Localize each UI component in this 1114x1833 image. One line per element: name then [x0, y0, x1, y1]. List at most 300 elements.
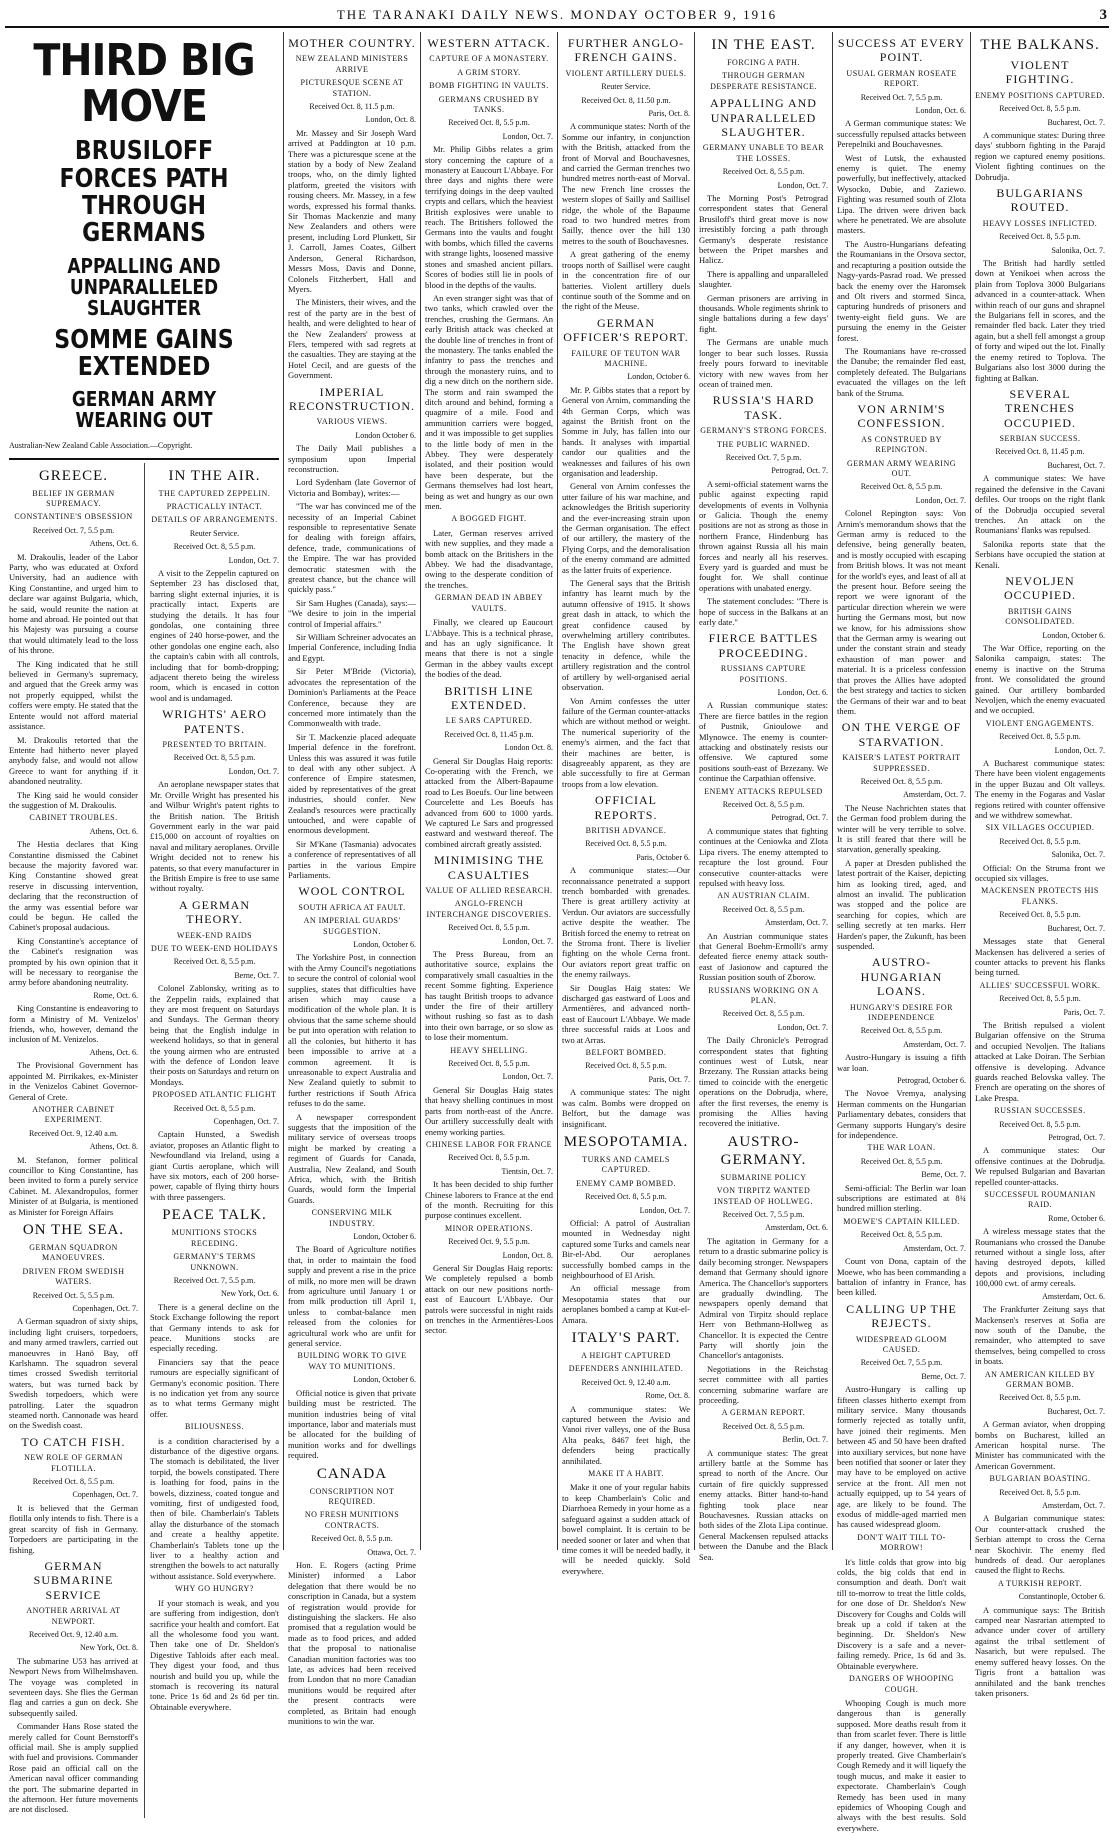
paragraph: The statement concludes: "There is hope of success in the Balkans at an early date."	[699, 596, 828, 628]
paragraph: The Board of Agriculture notifies that, in order to maintain the food supply and prevent a rise in the price of milk, no more men will be drawn from agriculture until January 1 or from milk production till April 1, unless to combat-balance men released from the colonies for agricultural work who are unfit for general service.	[288, 1244, 416, 1349]
paragraph: Sir Sam Hughes (Canada), says:— "We desire to join in the imperial control of Imperial affairs."	[288, 597, 416, 629]
paragraph: German prisoners are arriving in thousands. Whole regiments shrink to single battalions during a few days' fight.	[699, 292, 828, 334]
received-line: Received Oct. 8, 5.5 p.m.	[173, 957, 256, 967]
paragraph: The Morning Post's Petrograd correspondent states that General Brusiloff's third great move is now irresistibly forcing a path through Germany's desperate resistance between the Pripet marshes and Halicz.	[699, 193, 828, 266]
success-sub: THE WAR LOAN.	[867, 1143, 936, 1153]
further-sub: VIOLENT ARTILLERY DUELS.	[565, 68, 687, 78]
balkans-sub: AN AMERICAN KILLED BY GERMAN BOMB.	[984, 1369, 1096, 1389]
further-sub: DEFENDERS ANNIHILATED.	[568, 1364, 684, 1374]
east-sub: THROUGH GERMAN DESPERATE RESISTANCE.	[710, 71, 817, 91]
dateline: Bucharest, Oct. 7.	[1047, 1406, 1105, 1416]
paragraph: Colonel Zablonsky, writing as to the Zeppelin raids, explained that they are most frequent on Saturdays and Sundays. The German theory being that the English indulge in weekend holidays, so that in general the young airmen who are entrusted with the defence of London leave their posts on Saturdays and return on Mondays.	[150, 983, 279, 1087]
paragraph: The Daily Mail publishes a symposium upon Imperial reconstruction.	[288, 443, 416, 474]
paragraph: A German aviator, when dropping bombs on Bucharest, killed an American hospital nurse. The Minister has communicated with the American Government.	[975, 1419, 1105, 1471]
paragraph: The General says that the British infantry has learnt much by the autumn offensive of 1915. It shows great dash in attack, to which the great confidence caused by overwhelming artillery contributes. The English have shown great tenacity in defence, while the artillery registration and the control of artillery by well-organised aerial observation.	[562, 578, 690, 693]
dateline: London, Oct. 8.	[502, 1250, 553, 1260]
cable-credit: Australian-New Zealand Cable Association.—Copyright.	[9, 441, 193, 451]
further-sub: TURKS AND CAMELS CAPTURED.	[582, 1154, 670, 1175]
paragraph: The Ministers, their wives, and the rest of the party are in the best of health, and were delighted to hear of the New Zealanders' prowess at Flers, tempered with sad regrets at the casualties. They are staying at the Hotel Cecil, and are guests of the Government.	[288, 297, 416, 381]
air-sub: A GERMAN THEORY.	[178, 897, 250, 927]
success-sub: VON ARNIM'S CONFESSION.	[857, 401, 946, 431]
paragraph: There is appalling and unparalleled slaughter.	[699, 268, 828, 290]
wool-sub: BUILDING WORK TO GIVE WAY TO MUNITIONS.	[297, 1351, 407, 1371]
paragraph: The Neuse Nachrichten states that the German food problem during the winter will be very terrible to solve. It is still feared that there will be starvation, generally speaking.	[837, 802, 966, 855]
dateline: Athens, Oct. 6.	[89, 539, 138, 549]
success-sub: WIDESPREAD GLOOM CAUSED.	[856, 1334, 947, 1354]
paragraph: Mr. P. Gibbs states that a report by General von Arnim, commanding the 4th German Corps, which was against the British front on the Somme in July, has fallen into our hands. It analyses with impartial candor our qualities and the weaknesses and failures of his own organisation and leadership.	[562, 384, 690, 478]
headline-slaughter: APPALLING AND UNPARALLELED SLAUGHTER	[67, 253, 221, 320]
dateline: London October 6.	[355, 430, 416, 440]
canada-heading: CANADA	[316, 1465, 388, 1482]
column-front	[5, 32, 283, 1815]
dateline: London, Oct. 7.	[777, 180, 828, 190]
paragraph: A communique states: We have regained the defensive in the Cavani defiles. Our troops on the right flank of the Dobrudja occupied several trenches. An attack on the Roumanians' flanks was repulsed.	[975, 473, 1105, 536]
western-sub: MINOR OPERATIONS.	[444, 1223, 534, 1233]
greece-sub: CONSTANTINE'S OBSESSION	[14, 512, 133, 522]
balkans-sub: VIOLENT ENGAGEMENTS.	[985, 718, 1095, 728]
received-line: Received Oct. 8, 5.5 p.m.	[999, 232, 1081, 242]
air-sub: WRIGHTS' AERO PATENTS.	[162, 707, 267, 736]
east-sub: VON TIRPITZ WANTED INSTEAD OF HOLLWEG.	[714, 1186, 813, 1206]
dateline: Petrograd, Oct. 7.	[771, 466, 828, 476]
dateline: Salonika, Oct. 7.	[1051, 245, 1105, 255]
greece-kicker: BELIEF IN GERMAN SUPREMACY.	[32, 488, 115, 508]
received-line: Received Oct. 7, 5.5 p.m.	[173, 1275, 256, 1285]
balkans-sub: ALLIES' SUCCESSFUL WORK.	[979, 980, 1101, 990]
received-line: Received Oct. 8, 5.5 p.m.	[860, 1026, 943, 1036]
received-line: Received Oct. 8, 5.5 p.m.	[722, 167, 805, 177]
dateline: Athens, Oct. 6.	[89, 1047, 138, 1057]
dateline: London, Oct. 7.	[1054, 745, 1105, 755]
dateline: Bucharest, Oct. 7.	[1047, 460, 1105, 470]
dateline: Amsterdam, Oct. 6.	[765, 1223, 828, 1233]
received-line: Received Oct. 8, 5.5 p.m.	[999, 1119, 1081, 1129]
sea-sub: TO CATCH FISH.	[21, 1434, 126, 1449]
received-line: Received Oct. 7, 5.5 p.m.	[722, 1210, 805, 1220]
paragraph: The Germans are unable much longer to bear such losses. Russia freely pours forward to inevitable victory with new waves from her ocean of trained men.	[699, 337, 828, 389]
received-line: Received Oct. 8, 5.5 p.m.	[448, 1059, 530, 1069]
received-line: Received Oct. 8, 5.5 p.m.	[722, 1009, 805, 1019]
paragraph: It is believed that the German flotilla only intends to fish. There is a great scarcity of fish in Germany. Torpedoers are participating in the fishing.	[9, 1502, 138, 1555]
paragraph: A newspaper correspondent suggests that the imposition of the military service of overseas troops might be marked by creating a regiment of Guards for Canada, Australia, New Zealand, and South Africa, which, with the British Guards, would form the Imperial Guards.	[288, 1111, 416, 1205]
western-sub: A BOGGED FIGHT.	[451, 514, 527, 524]
paragraph: The Daily Chronicle's Petrograd correspondent states that fighting continues west of Lutsk, near Brzezany. The Russian attacks being timed to coincide with the energetic operations on the Dobrudja, where, after the first reverses, the enemy is promising the Allies having recovered the initiative.	[699, 1035, 828, 1129]
received-line: Received Oct. 8, 5.5 p.m.	[173, 753, 256, 763]
greece-section	[9, 463, 138, 1818]
paragraph: A communique states:—Our reconnaissance penetrated a support trench bombarded with grenades. There is great artillery activity at Verdun. Our aviators are successfully active despite the weather. The British forced the enemy to retreat on the Stroma front. There is livelier fighting on the whole Cerna front. Our aviators report great traffic on the enemy railways.	[562, 865, 690, 980]
received-line: Received Oct. 7, 5 p.m.	[725, 452, 802, 462]
column-western-attack	[420, 32, 557, 1550]
paragraph: Mr. Philip Gibbs relates a grim story concerning the capture of a monastery at Eaucourt L'Abbaye. For three days and nights there were terrifying doings in the deep vaulted crypts and cellars, which the heaviest British explosives were unable to reach. The Britishers followed the Germans into the vaults and fought with bombs, which filled the caverns with strange lights, loosened massive stones and smashed ancient pillars. Scores of bodies still lie in pools of blood in the depths of the vaults.	[425, 144, 553, 290]
sea-heading: ON THE SEA.	[22, 1221, 125, 1238]
paragraph: The King indicated that he still believed in Germany's supremacy, and argued that the Greek army was not properly equipped, whilst the coffers were empty. He stated that the Entente would not afford material assistance.	[9, 658, 138, 732]
air-section	[144, 463, 279, 1818]
paragraph: The British had hardly settled down at Yenikoei when across the plain from Toplova 3000 Bulgarians advanced in a counter-attack. When within reach of our guns and shrapnel the Bulgarians fell in scores, and the remainder fled back. Later they tried again, but a shell fell amongst a group of forty and wiped out the lot. Finally the enemy retired to Toplova. The Bulgarians also lost 3000 during the fighting at Balkan.	[975, 258, 1105, 383]
headline-german-army: GERMAN ARMY WEARING OUT	[71, 387, 217, 433]
dateline: London Oct. 8.	[504, 743, 553, 753]
paragraph: A Bucharest communique states: There have been violent engagements in the upper Buzau and Olt valleys. The enemy in the Fogaras and Vaslar regions retired with counter offensive and we withdrew somewhat.	[975, 758, 1105, 821]
received-line: Received Oct. 8, 5.5 p.m.	[173, 542, 256, 552]
paragraph: A communique states: North of the Somme our infantry, in conjunction with the British, attacked from the front of Morval and Bouchavesnes, and carried the German trenches two hundred metres north-east of Morval. The new French line crosses the western slopes of Sailly and Saillisel ridge, the whole of the Bapaume road to two hundred metres from Sailly, thence over the hill 130 metres to the south of Bouchavesnes.	[562, 121, 690, 246]
paragraph: An Austrian communique states that General Boehm-Ermolli's army defeated fierce enemy attack south-east of Jasionow and captured the Russian position south of Zborow.	[699, 930, 828, 983]
western-heading: WESTERN ATTACK.	[427, 36, 551, 50]
mother-sub: VARIOUS VIEWS.	[316, 417, 388, 427]
paragraph: Official: A patrol of Australian mounted in Wednesday night captured some Turks and camels near Bir-el-Abd. Our aeroplanes successfully bombed camps in the neighbourhood of El Arish.	[562, 1217, 690, 1280]
dateline: Bucharest, Oct. 7.	[1047, 117, 1105, 127]
dateline: Amsterdam, Oct. 7.	[903, 1039, 966, 1049]
paragraph: A German communique states: We successfully repulsed attacks between Perepelniki and Bouchavesnes.	[837, 118, 966, 150]
further-sub: OFFICIAL REPORTS.	[594, 793, 658, 822]
paragraph: M. Drakoulis, leader of the Labor Party, who was educated at Oxford University, had an audience with King Constantine, and urged him to declare war against Bulgaria, which, he said, would reunite the nation at home and abroad. He pointed out that his Majesty was pursuing a course that would ultimately lead to the loss of his throne.	[9, 551, 138, 656]
advert-text: Make it one of your regular habits to keep Chamberlain's Colic and Diarrhoea Remedy in your home as a safeguard against a sudden attack of bowel complaint. It is certain to be needed sooner or later and when that time comes it will be needed badly, it will be needed quickly. Sold everywhere.	[562, 1482, 690, 1576]
wool-sub: CONSERVING MILK INDUSTRY.	[311, 1208, 393, 1228]
balkans-heading: THE BALKANS.	[980, 37, 1100, 53]
paragraph: King Constantine's acceptance of the Cabinet's resignation was prompted by his own opinion that it will be necessary to reorganise the army before abandoning neutrality.	[9, 935, 138, 988]
column-mother-country	[283, 32, 420, 1727]
dateline: New York, Oct. 6.	[221, 1289, 279, 1299]
dateline: Ottawa, Oct. 7.	[367, 1547, 416, 1557]
east-sub: AN AUSTRIAN CLAIM.	[717, 891, 810, 901]
received-line: Received Oct. 8, 5.5 p.m.	[173, 1103, 256, 1113]
advert-heading: WHY GO HUNGRY?	[175, 1584, 254, 1594]
paragraph: Messages state that General Mackensen has delivered a series of counter attacks to prevent his flanks being turned.	[975, 936, 1105, 978]
balkans-sub: SUCCESSFUL ROUMANIAN RAID.	[984, 1190, 1096, 1210]
received-line: Received Oct. 8, 5.5 p.m.	[860, 1230, 943, 1240]
further-sub: BELFORT BOMBED.	[585, 1048, 667, 1058]
received-line: Received Oct. 8, 5.5 p.m.	[860, 1156, 943, 1166]
paragraph: Hon. E. Rogers (acting Prime Minister) informed a Labor delegation that there would be no conscription in Canada, but a system of registration would provide for distinguishing the slackers. He also promised that a regulation would be made as to food prices, and added that the proposal to nationalise Canadian munition factories was too late, as advices had been received from London that no more Canadian munitions would be required after the present contracts were completed, as Britain had enough munitions to win the war.	[288, 1559, 416, 1727]
advert-heading: MAKE IT A HABIT.	[588, 1469, 664, 1479]
paragraph: General Sir Douglas Haig reports: We completely repulsed a bomb attack on our new positions north-east of Eaucourt L'Abbaye. Our patrols were successful in night raids on trenches in the Armentières-Loos sector.	[425, 1262, 553, 1336]
air-kicker: THE CAPTURED ZEPPELIN.	[158, 488, 271, 498]
air-sub: PRESENTED TO BRITAIN.	[162, 740, 267, 750]
received-line: Received Oct. 9, 12.40 a.m.	[581, 1377, 671, 1387]
austro-germany-heading: AUSTRO-GERMANY.	[720, 1133, 807, 1168]
headline-main: THIRD BIG MOVE	[33, 35, 255, 133]
balkans-sub: BULGARIAN BOASTING.	[989, 1474, 1091, 1484]
paragraph: Colonel Repington says: Von Arnim's memorandum shows that the German army is reduced to the defensive, being generally beaten, and is mostly occupied with escaping from British blows. It was not meant for the world's eyes, and least of all at the present hour. Before seeing the report we were ignorant of the particular direction wherein we were hurting the Germans most, but now we know, for his admissions show that the German army is wearing out under the constant strain and steady exhaustion of man power and material. It is a priceless confession that proves the Allies have adopted the best strategy and tactics to sicken the Germans of their war and to beat them.	[837, 508, 966, 716]
paragraph: Sir Peter M'Bride (Victoria), advocates the representation of the Dominion's Parliaments at the Peace Conference, because they are concerned more intimately than the Commonwealth with trade.	[288, 666, 416, 729]
balkans-sub: NEVOLJEN OCCUPIED.	[1003, 573, 1076, 603]
paragraph: Sir M'Kane (Tasmania) advocates a conference of representatives of all parties in the various Empire Parliaments.	[288, 838, 416, 881]
advert-text: If your stomach is weak, and you are suffering from indigestion, don't sacrifice your health and comfort. Eat all the wholesome food you want. Then take one of Dr. Sheldon's Digestive Tabloids after each meal. They digest your food, and thus nourish and build you up, while the stomach is recovering its natural tone. Price 1s 6d and 2s 6d per tin. Obtainable everywhere.	[150, 1597, 279, 1712]
wool-sub: AN IMPERIAL GUARDS' SUGGESTION.	[303, 916, 401, 936]
paragraph: A communique states: The night was calm. Bombs were dropped on Belfort, but the damage was insignificant.	[562, 1087, 690, 1129]
dateline: Tientsin, Oct. 7.	[501, 1166, 553, 1176]
paragraph: A communique states that fighting continues at the Ceniowka and Zlota Lipa rivers. The enemy attempted to recapture the lost ground. Four consecutive counter-attacks were repulsed with heavy loss.	[699, 825, 828, 888]
dateline: Athens, Oct. 8.	[89, 1142, 138, 1152]
received-line: Received Oct. 8, 5.5 p.m.	[999, 836, 1081, 846]
dateline: London, Oct. 8.	[365, 115, 416, 125]
received-line: Received Oct. 8, 5.5 p.m.	[448, 118, 530, 128]
success-sub: MOEWE'S CAPTAIN KILLED.	[843, 1216, 960, 1226]
paragraph: The Provisional Government has appointed M. Pirrikakes, ex-Minister in the Venizelos Cabinet Governor-General of Crete.	[9, 1060, 138, 1102]
page-number: 3	[1099, 6, 1109, 23]
received-line: Received Oct. 8, 11.5 p.m.	[309, 102, 395, 112]
further-sub: BRITISH ADVANCE.	[585, 825, 667, 835]
east-sub: GERMANY'S STRONG FORCES.	[700, 426, 827, 436]
paragraph: A paper at Dresden published the latest portrait of the Kaiser, depicting him as looking tired, aged, and almost an invalid. The publication was stopped and the police are searching for copies, which are selling secretly at ten marks. Herr Harden's paper, the Zukunft, has been suspended.	[837, 857, 966, 951]
paragraph: It has been decided to ship further Chinese laborers to France at the end of the month. Recruiting for this purpose continues excellent.	[425, 1179, 553, 1221]
advert-heading: BILIOUSNESS.	[184, 1422, 245, 1432]
east-sub: GERMANY UNABLE TO BEAR THE LOSSES.	[702, 143, 825, 163]
paragraph: Von Arnim confesses the utter failure of the German counter-attacks which are without method or weight. The numerical superiority of the enemy's airmen, and the fact that their machines are better, is disagreeably apparent, as they are able successfully to fire at German troops from a low elevation.	[562, 695, 690, 789]
received-line: Received Oct. 8, 5.5 p.m.	[585, 1192, 667, 1202]
masthead	[5, 4, 1109, 28]
paragraph: The British repulsed a violent Bulgarian offensive on the Struma and occupied Nevoljen. The Italians attacked at Lake Doiran. The Serbian offensive is developing. Advance guards reached Belovska valley. The French are operating on the shores of Lake Prespa.	[975, 1019, 1105, 1103]
dateline: Amsterdam, Oct. 7.	[903, 790, 966, 800]
advert-text: It's little colds that grow into big colds, the big colds that end in consumption and death. Don't wait till to-morrow to treat the little colds, for one dose of Dr. Sheldon's New Discovery for Coughs and Colds will break up a cold if taken at the beginning. Dr. Sheldon's New Discovery is a safe and a never-failing remedy. Price, 1s 6d and 3s. Obtainable everywhere.	[837, 1556, 966, 1671]
air-sub: PROPOSED ATLANTIC FLIGHT	[152, 1090, 277, 1100]
paragraph: A Russian communique states: There are fierce battles in the region of Pustnik, Gnioulowe and Mlynowce. The enemy is counter-attacking and obstinately resists our offensive. We captured some positions south-east of Brzezany. We continue the Carpathian offensive.	[699, 700, 828, 784]
dateline: Amsterdam, Oct. 7.	[1042, 1501, 1105, 1511]
peace-heading: PEACE TALK.	[162, 1207, 267, 1224]
dateline: Paris, Oct. 7.	[1063, 1007, 1105, 1017]
received-line: Received Oct. 8, 5.5 p.m.	[999, 104, 1081, 114]
advert-heading: DANGERS OF WHOOPING COUGH.	[849, 1674, 954, 1694]
east-heading: IN THE EAST.	[711, 37, 816, 53]
mesopotamia-heading: MESOPOTAMIA.	[563, 1133, 689, 1150]
success-sub: ON THE VERGE OF STARVATION.	[841, 720, 962, 749]
sea-sub: NEW ROLE OF GERMAN FLOTILLA.	[24, 1453, 123, 1473]
paragraph: Financiers say that the peace rumours are especially significant of Germany's economic position. There is no indication yet from any source as to what terms Germany might offer.	[150, 1356, 279, 1419]
received-line: Received Oct. 8, 5.5 p.m.	[585, 1061, 667, 1071]
paragraph: An even stranger sight was that of two tanks, which crawled over the trenches, crushing the Germans. An early British attack was checked at the double line of trenches in front of the monastery. The tanks enabled the infantry to pass the trenches and through the monastery ruins, and to dig a new ditch on the northern side. The storm and rain swamped the ditch around and behind, forming a quagmire of a mile. Food and ammunition carriers were bogged, and it was impossible to get supplies to the little body of men in the Abbey. They were desperately isolated, and their position would have been desperate, but the Germans themselves had lost heart, being as wet and hungry as our own men.	[425, 292, 553, 512]
paragraph: General Sir Douglas Haig states that heavy shelling continues in most parts from north-east of the Ancre. Our artillery successfully dealt with enemy working parties.	[425, 1084, 553, 1137]
greece-sub: CABINET TROUBLES.	[29, 813, 118, 823]
received-line: Reuter Service.	[601, 82, 651, 92]
air-sub: DUE TO WEEK-END HOLIDAYS	[150, 943, 279, 953]
paragraph: West of Lutsk, the exhausted enemy is quiet. The enemy powerfully, but ineffectively, attacked Wysocko, Dubie, and Zaziewo. Fighting was resumed south of Zlota Lipa. The driven were driven back where he penetrated. We are absolute masters.	[837, 152, 966, 236]
headline-somme: SOMME GAINS EXTENDED	[54, 324, 234, 382]
dateline: Petrograd, October 6.	[897, 1076, 966, 1086]
paragraph: General Sir Douglas Haig reports: Co-operating with the French, we attacked from the Albert-Bapaume road to Les Boeufs. Our line between Courcelette and Les Boeufs has advanced from 600 to 1000 yards. We captured Le Sars and progressed eastward and westward thereof. The combined aircraft greatly assisted.	[425, 755, 553, 849]
paragraph: A communique states: The great artillery battle at the Somme has spread to north of the Ancre. Our curtain of fire quickly suppressed enemy attacks. Bitter hand-to-hand fighting took place near Bouchavesnes. Russian attacks on both sides of the Zlota Lipa continue. General Mackensen repulsed attacks between the Danube and the Black Sea.	[699, 1447, 828, 1562]
dateline: New York, Oct. 8.	[80, 1643, 138, 1653]
italy-heading: ITALY'S PART.	[571, 1330, 681, 1346]
paragraph: An official message from Mesopotamia states that our aeroplanes bombed a camp at Kut-el-Amara.	[562, 1283, 690, 1325]
received-line: Received Oct. 8, 5.5 p.m.	[999, 910, 1081, 920]
received-line: Received Oct. 8, 5.5 p.m.	[585, 839, 667, 849]
further-sub: FAILURE OF TEUTON WAR MACHINE.	[571, 348, 681, 368]
east-kicker: FORCING A PATH.	[727, 58, 800, 67]
balkans-sub: HEAVY LOSSES INFLICTED.	[982, 218, 1098, 228]
paragraph: Later, German reserves arrived with new supplies, and they made a bomb attack on the Britishers in the Abbey. We had the disadvantage, owing to the desperate condition of the trenches.	[425, 527, 553, 590]
peace-kicker: MUNITIONS STOCKS RECEDING.	[171, 1228, 258, 1248]
received-line: Received Oct. 8, 5.5 p.m.	[448, 923, 530, 933]
paragraph: The Frankfurter Zeitung says that Mackensen's reserves at Sofia are now south of the Danube, the remainder, who attempted to save themselves, being compelled to cross in boats.	[975, 1304, 1105, 1367]
paragraph: "The war has convinced me of the necessity of an Imperial Cabinet responsible to representative Senate for dealing with foreign affairs, defence, trade, communications of the Empire. The war has provided democratic statesmen with the greatest chance, but the chance will quickly pass."	[288, 501, 416, 595]
received-line: Received Oct. 9, 12.40 a.m.	[28, 1629, 119, 1639]
paragraph: A great gathering of the enemy troops north of Saillisel were caught in the concentration fire of our batteries. Violent artillery duels continue south of the Somme and on the right of the Meuse.	[562, 249, 690, 312]
east-sub: FIERCE BATTLES PROCEEDING.	[708, 631, 819, 660]
dateline: Salonika, Oct. 7.	[1051, 850, 1105, 860]
western-sub: CHINESE LABOR FOR FRANCE	[425, 1139, 552, 1149]
east-sub: A GERMAN REPORT.	[721, 1408, 806, 1418]
western-kicker: CAPTURE OF A MONASTERY.	[429, 54, 549, 64]
column-east	[694, 32, 832, 1562]
western-sub: MINIMISING THE CASUALTIES	[433, 853, 545, 882]
received-line: Received Oct. 7, 5.5 p.m.	[32, 525, 115, 535]
paragraph: A wireless message states that the Roumanians who crossed the Danube returned without a single loss, after having destroyed depots, killed depots and provisions, including 100,000 cwt. of army cereals.	[975, 1226, 1105, 1289]
paragraph: Sir William Schreiner advocates an Imperial Conference, including India and Egypt.	[288, 632, 416, 663]
dateline: London, October 6.	[353, 1232, 416, 1241]
western-sub: HEAVY SHELLING.	[450, 1045, 528, 1055]
peace-sub: GERMANY'S TERMS UNKNOWN.	[173, 1252, 256, 1272]
paragraph: A communique states: Our offensive continues at the Dobrudja. We repulsed Bulgarian and Bavarian repelled counter-attacks.	[975, 1145, 1105, 1187]
east-sub: SUBMARINE POLICY	[720, 1172, 807, 1182]
dateline: London, Oct. 6.	[915, 106, 966, 115]
success-sub: CALLING UP THE REJECTS.	[846, 1301, 957, 1331]
greece-heading: GREECE.	[38, 467, 109, 484]
received-line: Received Oct. 8, 5.5 p.m.	[722, 800, 805, 810]
received-line: Received Oct. 9, 5.5 p.m.	[448, 1237, 530, 1247]
success-sub: HUNGARY'S DESIRE FOR INDEPENDENCE	[849, 1002, 953, 1022]
paragraph: A Bulgarian communique states: Our counter-attack crushed the Serbian attempt to cross the Cerna near Skochivir. The enemy fled hundreds of dead. Our aeroplanes caused the flight to Rechs.	[975, 1513, 1105, 1576]
paragraph: Commander Hans Rose stated the merely called for Count Bernstorff's official mail. She is amply supplied with fuel and provisions. Commander Rose paid an official call on the American naval officer commanding the port. The submarine departed in the afternoon. Her future movements are not disclosed.	[9, 1721, 138, 1815]
paragraph: Salonika reports state that the Serbians have occupied the station at Kenali.	[975, 538, 1105, 570]
east-sub: THE PUBLIC WARNED.	[716, 439, 811, 449]
paragraph: The King said he would consider the suggestion of M. Drakoulis.	[9, 789, 138, 810]
received-line: Received Oct. 8, 11.45 p.m.	[444, 729, 534, 739]
paragraph: Official: On the Struma front we occupied six villages.	[975, 862, 1105, 884]
east-sub: RUSSIANS WORKING ON A PLAN.	[708, 985, 819, 1005]
received-line: Received Oct. 8, 5.5 p.m.	[722, 904, 805, 914]
dateline: Paris, October 6.	[636, 852, 690, 862]
paragraph: Count von Dona, captain of the Moewe, who has been commanding a battalion of infantry in France, has been killed.	[837, 1256, 966, 1298]
paragraph: An aeroplane newspaper states that Mr. Orville Wright has presented his and Wilbur Wright's patent rights to the British nation. The British Government early in the war paid £15,000 on account of royalties on naval and military aeroplanes. Orville Wright decided not to renew his patents, so that every manufacturer in the British Empire is free to use same without royalty.	[150, 779, 279, 894]
advert-text: is a condition characterised by a disturbance of the digestive organs. The stomach is debilitated, the liver torpid, the bowels constipated. There is loathing for food, pains in the bowels, dizziness, coated tongue and vomiting, first of undigested food, then of bile. Chamberlain's Tablets allay the disturbance of the stomach and create a healthy appetite. Chamberlain's Tablets tone up the liver to a healthy action and strengthen the bowels to act naturally without assistance. Sold everywhere.	[150, 1435, 279, 1581]
dateline: Rome, Oct. 6.	[93, 990, 138, 1000]
dateline: Paris, Oct. 8.	[648, 109, 690, 118]
dateline: Berlin, Oct. 7.	[782, 1435, 828, 1445]
dateline: London, Oct. 7.	[502, 1072, 553, 1082]
balkans-sub: MACKENSEN PROTECTS HIS FLANKS.	[981, 886, 1099, 906]
dateline: London, October 6.	[353, 1375, 416, 1385]
success-sub: KAISER'S LATEST PORTRAIT SUPPRESSED.	[842, 753, 961, 773]
dateline: London, Oct. 7.	[502, 131, 553, 141]
paragraph: Sir T. Mackenzie placed adequate Imperial defence in the forefront. Unless this was assured it was futile to deal with any other subject. A conference of Empire statesmen, aided by representatives of the great industries, should confer. New Zealand's resources were practically untouched, and were capable of enormous development.	[288, 731, 416, 836]
mother-sub: IMPERIAL RECONSTRUCTION.	[288, 384, 415, 413]
paragraph: The Novoe Vremya, analysing Herman comments on the Hungarian Parliamentary debates, considers that Germany supports Hungary's desire for independence.	[837, 1088, 966, 1141]
dateline: Berne, Oct. 7.	[234, 970, 279, 980]
received-line: Reuter Service.	[189, 528, 240, 538]
balkans-sub: BRITISH GAINS CONSOLIDATED.	[1005, 606, 1075, 627]
column-success	[832, 32, 970, 1833]
mother-kicker: NEW ZEALAND MINISTERS ARRIVE	[295, 54, 409, 74]
advert-heading: DON'T WAIT TILL TO-MORROW!	[857, 1532, 946, 1553]
dateline: Constantinople, October 6.	[1018, 1592, 1105, 1602]
headline-brusiloff: BRUSILOFF FORCES PATH THROUGH GERMANS	[59, 136, 229, 249]
balkans-sub: SIX VILLAGES OCCUPIED.	[985, 823, 1095, 833]
paragraph: The War Office, reporting on the Salonika campaign, states: The enemy is inactive on the Struma front. We consolidated the ground gained. Our artillery bombarded Nevoljen, which the enemy evacuated and we occupied.	[975, 642, 1105, 716]
paragraph: Mr. Massey and Sir Joseph Ward arrived at Paddington at 10 p.m. There was a picturesque scene at the station by a body of New Zealand troops, who, on the dimly lighted platform, greeted the visitors with rousing cheers. Mr. Massey, in a few words, expressed his formal thanks. Sir Thomas Mackenzie and many New Zealanders and others were present, including Lord Plunkett, Sir J. Carroll, James Coates, Gilbert Anderson, General Richardson, Messrs Moss, Davis and Donne, Colonels Fitzherbert, Hall and Myers.	[288, 127, 416, 294]
balkans-sub: A TURKISH REPORT.	[998, 1578, 1082, 1588]
dateline: Berne, Oct. 7.	[921, 1170, 966, 1180]
paragraph: Captain Hunsted, a Swedish aviator, proposes an Atlantic flight to Newfoundland via Ireland, using a giant Curtis aeroplane, which will have six motors, each of 200 horse-power, capable of flying thirty hours with three passengers.	[150, 1129, 279, 1202]
western-sub: BRITISH LINE EXTENDED.	[444, 683, 534, 712]
paragraph: A communique says: The British camped near Nasrarian attempted to advance under cover of artillery against the tribal settlement of Nasarich, but were repulsed. The enemy suffered heavy losses. On the Tigris front a battalion was annihilated and the bank trenches taken prisoners.	[975, 1604, 1105, 1698]
western-sub: GERMAN DEAD IN ABBEY VAULTS.	[435, 593, 543, 613]
paragraph: A semi-official statement warns the public against expecting rapid developments of events in Volhynia or Galicia. Though the enemy positions are not as strong as those in northern France, Hindenburg has thrown against Russia all his main forces and nearly all his reserves. Every yard is guarded and must be fought for. We shall continue operations with unabated energy.	[699, 478, 828, 593]
paragraph: Official notice is given that private building must be restricted. The munition industries being of vital importance, labor and materials must be allocated for the building of munition works and for dwellings required.	[288, 1387, 416, 1461]
further-sub: GERMAN OFFICER'S REPORT.	[563, 315, 689, 345]
advert-text: Whooping Cough is much more dangerous than is generally supposed. More deaths result from it than from scarlet fever. There is little if any danger, however, when it is properly treated. Give Chamberlain's Cough Remedy and it will liquefy the tough mucus, and make it easier to expectorate. Chamberlain's Cough Remedy has been used in many epidemics of Whooping Cough and always with the best results. Sold everywhere.	[837, 1697, 966, 1833]
received-line: Received Oct. 8, 5.5 p.m.	[999, 1393, 1081, 1403]
air-sub: DETAILS OF ARRANGEMENTS.	[151, 515, 278, 525]
dateline: Petrograd, Oct. 7.	[1048, 1133, 1105, 1143]
paragraph: Austro-Hungary is calling up fifteen classes hitherto exempt from military service. Many thousands formerly rejected as totally unfit, have joined their regiments. Men between 45 and 50 have been drafted into auxiliary services, but none have been notified that sooner or later they may have to be employed on active service at the front. All men not actually equipped, up to 54 years of age, are likely to be found. The exodus of middle-aged married men has caused widespread gloom.	[837, 1384, 966, 1530]
dateline: Amsterdam, Oct. 7.	[765, 918, 828, 928]
received-line: Received Oct. 8, 5.5 p.m.	[999, 732, 1081, 742]
sea-sub: ANOTHER ARRIVAL AT NEWPORT.	[26, 1606, 121, 1626]
received-line: Received Oct. 8, 5.5 p.m.	[311, 1534, 393, 1544]
air-sub: PRACTICALLY INTACT.	[166, 501, 263, 511]
balkans-sub: ENEMY POSITIONS CAPTURED.	[975, 90, 1105, 100]
east-sub: ENEMY ATTACKS REPULSED	[704, 786, 823, 796]
dateline: Petrograd, Oct. 7.	[771, 813, 828, 823]
success-heading: SUCCESS AT EVERY POINT.	[837, 36, 966, 65]
balkans-kicker: VIOLENT FIGHTING.	[1005, 58, 1075, 87]
air-heading: IN THE AIR.	[168, 467, 261, 484]
column-balkans	[970, 32, 1109, 1698]
paragraph: M. Stefanon, former political councillor to King Constantine, has been invited to form a purely service Cabinet. M. Alexandropulos, former Minister of at Bulgaria, is mentioned as Minister for Foreign Affairs	[9, 1154, 138, 1217]
balkans-sub: SEVERAL TRENCHES OCCUPIED.	[1003, 386, 1076, 430]
paragraph: Negotiations in the Reichstag secret committee with all parties concerning submarine warfare are proceeding.	[699, 1363, 828, 1405]
success-sub: GERMAN ARMY WEARING OUT.	[846, 458, 957, 478]
paragraph: A German squadron of sixty ships, including light cruisers, torpedoers, and many armed trawlers, carried out manoeuvres in Hanö Bay, off Karlshamn. The squadron several times crossed Swedish territorial waters, but was turned back by Swedish torpedoers, which were patrolling. Later the squadron steamed north. Cannonade was heard on the Swedish coast.	[9, 1316, 138, 1431]
canada-sub: CONSCRIPTION NOT REQUIRED.	[309, 1486, 395, 1506]
dateline: Copenhagen, Oct. 7.	[213, 1117, 279, 1127]
received-line: Received Oct. 8, 11.45 p.m.	[995, 447, 1085, 457]
paragraph: The Yorkshire Post, in connection with the Army Council's negotiations to secure the control of colonial wool supplies, states that difficulties have arisen which may cause a modification of the whole plan. It is obvious that the same scheme should be put into operation with relation to all the colonies, but hitherto it has been impossible to arrive at a common agreement. It is unreasonable to expect Australia and New Zealand quietly to submit to further restrictions if South Africa refuses to do the same.	[288, 952, 416, 1109]
received-line: Received Oct. 8, 5.5 p.m.	[860, 482, 943, 492]
dateline: Athens, Oct. 6.	[89, 826, 138, 836]
western-sub: LE SARS CAPTURED.	[445, 716, 533, 726]
paragraph: The Hestia declares that King Constantine dismissed the Cabinet because the majority favored war. King Constantine showed great reserve in discussing intervention, declaring that the reconstruction of the army was essential before war could be begun. He called the Cabinet's proposal audacious.	[9, 839, 138, 933]
paragraph: General von Arnim confesses the utter failure of his war machine, and acknowledges the British superiority and the ever-increasing strain upon the German organisation. The effect of our artillery, the mastery of the Flying Corps, and the demoralisation of the enemy command are admitted as the latter fruits of experience.	[562, 481, 690, 575]
balkans-sub: BULGARIANS ROUTED.	[996, 186, 1084, 215]
received-line: Received Oct. 8, 5.5 p.m.	[999, 994, 1081, 1004]
column-anglo-french	[557, 32, 694, 1576]
paragraph: Finally, we cleared up Eaucourt L'Abbaye. This is a technical phrase, and has an ugly significance. It means that there is not a single German in the abbey vaults except the bodies of the dead.	[425, 617, 553, 680]
dateline: London, Oct. 7.	[777, 1022, 828, 1032]
paragraph: Lord Sydenham (late Governor of Victoria and Bombay), writes:—	[288, 477, 416, 498]
western-sub: ANGLO-FRENCH INTERCHANGE DISCOVERIES.	[426, 899, 552, 919]
received-line: Received Oct. 8, 5.5 p.m.	[860, 776, 943, 786]
sea-sub: GERMAN SUBMARINE SERVICE	[33, 1558, 114, 1602]
further-sub: A HEIGHT CAPTURED	[581, 1351, 671, 1360]
canada-sub: NO FRESH MUNITIONS CONTRACTS.	[304, 1510, 400, 1530]
dateline: Rome, Oct. 8.	[645, 1391, 690, 1401]
paragraph: M. Drakoulis retorted that the Entente had hitherto never played anybody false, and would not allow Greece to want for anything if it abandoned neutrality.	[9, 734, 138, 787]
western-sub: VALUE OF ALLIED RESEARCH.	[425, 885, 553, 895]
dateline: London, October 6.	[1042, 630, 1105, 640]
received-line: Received Oct. 9, 12.40 a.m.	[28, 1128, 119, 1138]
paragraph: The agitation in Germany for a return to a drastic submarine policy is daily becoming stronger. Newspapers demand that Germany should ignore America. The Chancellor's supporters are gradually dwindling. The newspapers openly demand that Admiral von Tirpitz should replace Herr von Bethmann-Hollweg as Chancellor. It is expected the Centre Party will shortly join the Chancellor's antagonists.	[699, 1235, 828, 1361]
paragraph: The Austro-Hungarians defeating the Roumanians in the Orsova sector, and recapturing a position outside the Nagy-yards-Pasrad road. We pressed back the enemy over the Haromsek and Olt rivers and stormed Sinca, capturing hundreds of prisoners and twenty-eight field guns. We are pursuing the enemy in the Geister forest.	[837, 238, 966, 343]
paragraph: A communique states: During three days' stubborn fighting in the Parajd region we captured enemy positions. Violent fighting continues on the Dobrudja.	[975, 130, 1105, 182]
received-line: Received Oct. 8, 5.5 p.m.	[722, 1421, 805, 1431]
balkans-sub: RUSSIAN SUCCESSES.	[994, 1106, 1086, 1116]
dateline: London, Oct. 7.	[502, 936, 553, 946]
paragraph: The Roumanians have re-crossed the Danube; the remainder fled east, completely defeated. The Bulgarians evacuated the villages on the left bank of the Struma.	[837, 345, 966, 398]
dateline: Copenhagen, Oct. 7.	[72, 1490, 138, 1500]
dateline: London, Oct. 7.	[639, 1205, 690, 1215]
greece-sub: ANOTHER CABINET EXPERIMENT.	[32, 1104, 115, 1125]
dateline: Bucharest, Oct. 7.	[1047, 923, 1105, 933]
newspaper-page	[5, 4, 1109, 1833]
